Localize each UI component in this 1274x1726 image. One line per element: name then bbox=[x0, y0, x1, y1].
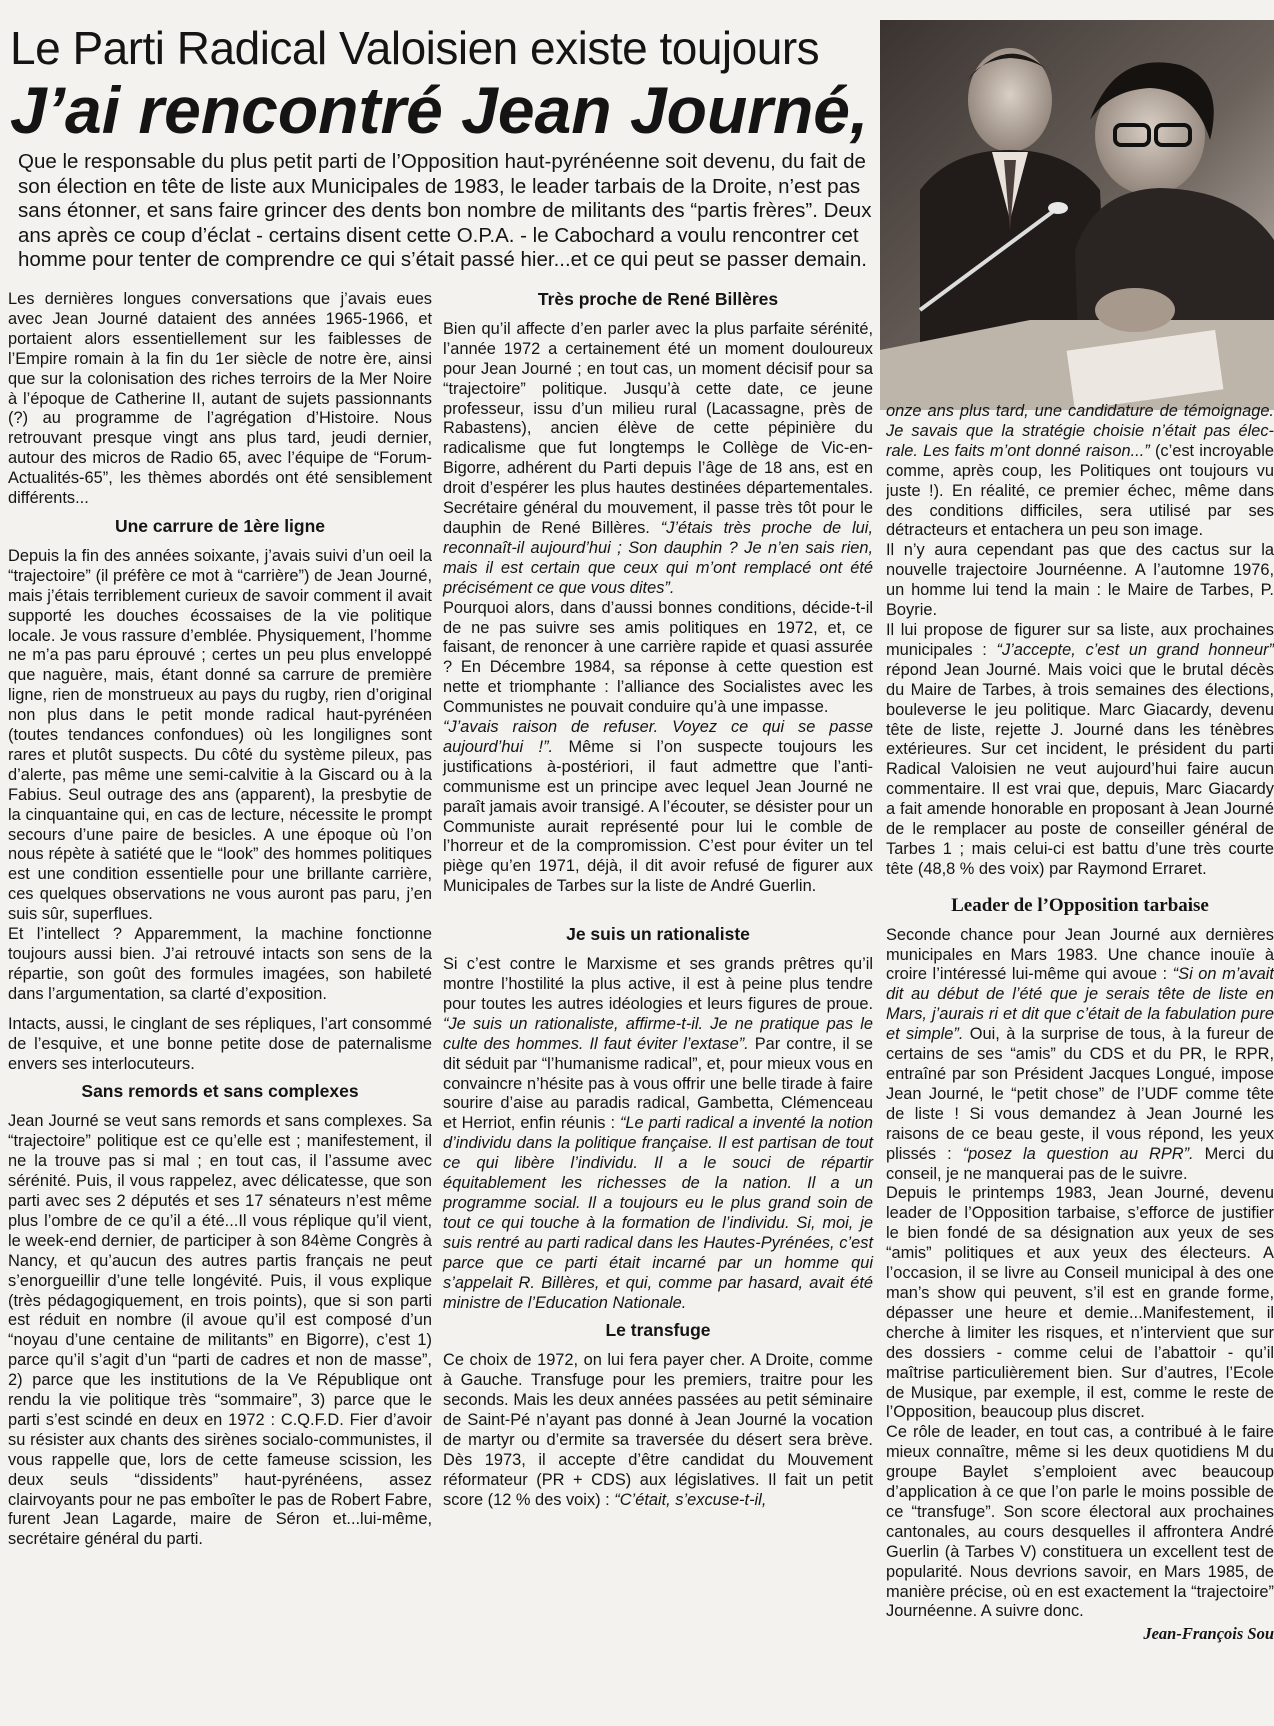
quote: “C’était, s’excuse-t-il, bbox=[614, 1490, 767, 1509]
paragraph: Pourquoi alors, dans d’aussi bonnes conditions, décide-t-il de ne pas suivre ses amis politiques en 1972, et, ce faisant, de renoncer à une carrière rapide et quasi assurée ? En Décembre 1984, sa réponse à cette question est nette et triomphante : l’alliance des Socialistes avec les Communistes ne pouvait conduire qu’à une impasse. bbox=[443, 598, 873, 717]
quote: “Le parti radical a inventé la notion d’individu dans la politique française. Il est partisan de tout ce qui libère l’individu. Il a le souci de répartir équitablement les richesses de la nation. Il a un programme social. Il a toujours eu le plus grand soin de tout ce qui touche à la formation de l’individu. Si, moi, je suis rentré au parti radical dans les Hautes-Pyrénées, c’est parce que ce parti était incarné par un homme qui s’appelait R. Billères, et qui, comme par hasard, avait été ministre de l’Education Nationale. bbox=[443, 1114, 873, 1312]
text-run: onze ans plus tard, une candidature de témoignage. bbox=[886, 402, 1274, 420]
photo-illustration bbox=[880, 20, 1274, 410]
quote: Je savais que la stratégie choisie n’était pas élec-rale. Les faits m’ont donné raison...” bbox=[886, 421, 1274, 460]
section-heading: Sans remords et sans complexes bbox=[81, 1081, 359, 1102]
paragraph bbox=[886, 402, 1274, 541]
paragraph bbox=[886, 621, 1274, 880]
text-run: Bien qu’il affecte d’en parler avec la plus parfaite sérénité, l’année 1972 a certainement été un moment douloureux pour Jean Journé ; en tout cas, un moment décisif pour sa “trajectoire” politique. Jusqu’à cette date, ce jeune professeur, issu d’un milieu rural (Lacassagne, près de Rabastens), ancien élève de cette pépinière du radicalisme que fut longtemps le Collège de Vic-en-Bigorre, adhérent du Parti depuis l’âge de 18 ans, est en droit d’espérer les plus hautes destinées départementales. Secrétaire général du mouvement, il passe très tôt pour le dauphin de René Billères. bbox=[443, 319, 873, 537]
paragraph: Intacts, aussi, le cinglant de ses répliques, l’art consommé de l’esquive, et une bonne petite dose de paternalisme envers ses interlocuteurs. bbox=[8, 1014, 432, 1073]
text-run: Merci du conseil, je ne manquerai pas de le suivre. bbox=[886, 1144, 1274, 1183]
section-heading: Très proche de René Billères bbox=[537, 289, 779, 309]
paragraph: Il n’y aura cependant pas que des cactus sur la nouvelle trajectoire Journéenne. A l’automne 1976, un homme lui tend la main : le Maire de Tarbes, P. Boyrie. bbox=[886, 541, 1274, 620]
text-run: (c’est incroyable comme, après coup, les Politiques ont toujours vu juste !). En réalité, ce premier échec, même dans des conditions difficiles, sera utilisé par ses détracteurs et entachera un peu son image. bbox=[886, 441, 1274, 540]
column-3 bbox=[886, 402, 1274, 1726]
photograph-icon bbox=[880, 20, 1274, 410]
quote: “Je suis un rationaliste, affirme-t-il. Je ne pratique pas le culte des hommes. Il faut éviter l’extase”. bbox=[443, 1014, 873, 1053]
paragraph: Depuis le printemps 1983, Jean Journé, devenu leader de l’Opposition tarbaise, s’efforce de justifier le bien fondé de sa désignation aux yeux de ses “amis” politiques et aux yeux des électeurs. A l’occasion, il se livre au Conseil municipal à des one man’s show qui peuvent, s’il est en grande forme, dépasser une heure et demie...Manifestement, il cherche à limiter les risques, et n’intervient que sur des dossiers - comme celui de l’abattoir - qu’il maîtrise particulièrement bien. Sur d’autres, l’Ecole de Musique, par exemple, il est, comme le reste de l’Opposition, beaucoup plus discret. bbox=[886, 1184, 1274, 1422]
article-lede: Que le responsable du plus petit parti de l’Opposition haut-pyrénéenne soit devenu, du fait de son élection en tête de liste aux Municipales de 1983, le leader tarbais de la Droite, n’est pas sans étonner, et sans faire grincer des dents bon nombre de militants des “partis frères”. Deux ans après ce coup d’éclat - certains disent cette O.P.A. - le Cabochard a voulu rencontrer cet homme pour tenter de comprendre ce qui s’était passé hier...et ce qui peut se passer demain. bbox=[18, 150, 872, 272]
paragraph bbox=[443, 955, 873, 1313]
text-run: Il lui propose de figurer sur sa liste, aux prochaines municipales : bbox=[886, 620, 1274, 659]
text-run: Par contre, il se dit séduit par “l’humanisme radical”, et, pour mieux vous en convaincre n’hésite pas à vous offrir une belle tirade à faire sourire d’aise au paradis radical, Gambetta, Clémenceau et Herriot, enfin réunis : bbox=[443, 1034, 873, 1133]
section-heading: Le transfuge bbox=[605, 1320, 711, 1341]
quote: “J’étais très proche de lui, reconnaît-il aujourd’hui ; Son dauphin ? Je n’en sais rien, mais il est certain que ceux qui m’ont remplacé ont été précisément ce que vous dites”. bbox=[443, 518, 873, 597]
paragraph: Les dernières longues conversations que j’avais eues avec Jean Journé dataient des années 1965-1966, et portaient alors essentiellement sur les faiblesses de l’Empire romain à la fin du 1er siècle de notre ère, ainsi que sur la colonisation des riches terroirs de la Mer Noire à l’époque de Catherine II, autant de sujets passionnants (?) au programme de l’agrégation d’Histoire. Nous retrouvant presque vingt ans plus tard, jeudi dernier, autour des micros de Radio 65, avec l’équipe de “Forum-Actualités-65”, les thèmes abordés ont été sensiblement différents... bbox=[8, 290, 432, 508]
paragraph bbox=[443, 1351, 873, 1510]
quote: “J’avais raison de refuser. Voyez ce qui se passe aujourd’hui !”. bbox=[443, 718, 873, 756]
section-heading: Leader de l’Opposition tarbaise bbox=[951, 894, 1209, 916]
column-2 bbox=[443, 290, 873, 1511]
column-1 bbox=[8, 290, 432, 1550]
text-run: Même si l’on suspecte toujours les justifications à-postériori, il faut admettre que l’anti-communisme est un principe avec lequel Jean Journé ne paraît jamais avoir transigé. A l’écouter, se désister pour un Communiste aurait représenté pour lui le comble de l’horreur et de la compromission. C’est pour éviter un tel piège qu’en 1971, déjà, il dit avoir refusé de figurer aux Municipales de Tarbes sur la liste de André Guerlin. bbox=[443, 737, 874, 896]
paragraph: Et l’intellect ? Apparemment, la machine fonctionne toujours aussi bien. J’ai retrouvé intacts son sens de la répartie, son goût des formules imagées, son habileté dans l’argumentation, sa clarté d’exposition. bbox=[8, 925, 432, 1003]
paragraph bbox=[443, 718, 873, 897]
quote: “Si on m’avait dit au début de l’été que je serais tête de liste en Mars, j’aurais ri et dit que c’était de la fabulation pure et simple”. bbox=[886, 965, 1274, 1044]
paragraph bbox=[443, 320, 873, 599]
section-heading: Je suis un rationaliste bbox=[566, 924, 750, 945]
paragraph bbox=[886, 926, 1274, 1185]
text-run: Si c’est contre le Marxisme et ses grands prêtres qu’il montre l’hostilité la plus active, il est à peine plus tendre pour toutes les autres idéologies et leurs figures de proue. bbox=[443, 955, 873, 1013]
text-run: Oui, à la surprise de tous, à la fureur de certains de ses “amis” du CDS et du PR, le RPR, entraîné par son Président Jacques Longué, impose Jean Journé, le “petit chose” de l’UDF comme tête de liste ! Si vous demandez à Jean Journé les raisons de ce beau geste, il vous répond, les yeux plissés : bbox=[886, 1025, 1274, 1163]
paragraph: Jean Journé se veut sans remords et sans complexes. Sa “trajectoire” politique est ce qu’elle est ; manifestement, il ne la trouve pas si mal ; en tout cas, il l’assume avec sérénité. Puis, il vous rappelez, avec délicatesse, que son parti avec ses 2 députés et ses 17 sénateurs n’est même plus l’ombre de ce qu’il a été...Il vous réplique qu’il vient, le week-end dernier, de participer à son 84ème Congrès à Nancy, et qu’aucun des autres partis français ne peut s’enorgueillir d’une telle longévité. Puis, il vous explique (très pédagogiquement, en trois points), que si son parti est réduit en nombre (il avoue qu’il est composé d’un “noyau d’une centaine de militants” en Bigorre), c’est 1) parce qu’il s’agit d’un “parti de cadres et non de masse”, 2) parce que les institutions de la Ve République ont rendu la vie politique très “sommaire”, 3) parce que le parti s’est scindé en deux en 1972 : C.Q.F.D. Fier d’avoir su résister aux chants des sirènes socialo-communistes, il vous rappelle que, lors de cette fameuse scission, les deux seuls “dissidents” haut-pyrénéens, assez clairvoyants pour ne pas emboîter le pas de Robert Fabre, furent Jean Lagarde, maire de Séron et...lui-même, secrétaire général du parti. bbox=[8, 1112, 432, 1549]
author-signature: Jean-François Sou bbox=[1143, 1624, 1274, 1644]
article-kicker: Le Parti Radical Valoisien existe toujours bbox=[10, 22, 820, 74]
quote: “J’accepte, c’est un grand honneur” bbox=[996, 640, 1274, 659]
text-run: répond Jean Journé. Mais voici que le brutal décès du Maire de Tarbes, à trois semaines des élections, bouleverse le jeu politique. Marc Giacardy, devenu tête de liste, rejette J. Journé dans les ténèbres extérieures. Sur cet incident, le président du parti Radical Valoisien ne veut aujourd’hui faire aucun commentaire. Il est vrai que, depuis, Marc Giacardy a fait amende honorable en proposant à Jean Journé de le remplacer au poste de conseiller général de Tarbes 1 ; mais celui-ci est battu d’une très courte tête (48,8 % des voix) par Raymond Erraret. bbox=[886, 660, 1274, 878]
section-heading: Une carrure de 1ère ligne bbox=[114, 515, 326, 536]
paragraph: Ce rôle de leader, en tout cas, a contribué à le faire mieux connaître, même si les deux quotidiens M du groupe Baylet s’emploient avec beaucoup d’application à ce que l’on parle le moins possible de ce “transfuge”. Son score électoral aux prochaines cantonales, au cours desquelles il affrontera André Guerlin (à Tarbes V) constituera un excellent test de popularité. Nous devrions savoir, en Mars 1985, de manière précise, où en est exactement la “trajectoire” Journéenne. A suivre donc. bbox=[886, 1423, 1274, 1621]
text-run: Ce choix de 1972, on lui fera payer cher. A Droite, comme à Gauche. Transfuge pour les premiers, traitre pour les seconds. Mais les deux années passées au petit séminaire de Saint-Pé n’ayant pas donné à Jean Journé la vocation de martyr ou d’ermite sa traversée du désert sera brève. Dès 1973, il accepte d’être candidat du Mouvement réformateur (PR + CDS) aux législatives. Il fait un petit score (12 % des voix) : bbox=[443, 1351, 873, 1509]
article-headline: J’ai rencontré Jean Journé, bbox=[10, 73, 869, 147]
paragraph: Depuis la fin des années soixante, j’avais suivi d’un oeil la “trajectoire” (il préfère ce mot à “carrière”) de Jean Journé, mais j’étais terriblement curieux de savoir comment il avait supporté les douches écossaises de la vie politique locale. Je vous rassure d’emblée. Physiquement, l’homme ne m’a pas paru éprouvé ; certes un peu plus enveloppé que naguère, mais, étant donné sa carrure de première ligne, rien de monstrueux au pays du rugby, rien d’original non plus dans le petit monde radical haut-pyrénéen (toutes tendances confondues) où les longilignes sont rares et plutôt suspects. Du côté du système pileux, pas d’alerte, pas même une semi-calvitie à la Giscard ou à la Fabius. Seul outrage des ans (apparent), la presbytie de la cinquantaine qui, en cas de lecture, nécessite le prompt secours d’une paire de besicles. A une époque où l’on nous répète à satiété que le “look” des hommes politiques est une condition essentielle pour une brillante carrière, ces quelques observations ne vous auront pas paru, j’en suis sûr, superflues. bbox=[8, 546, 432, 924]
text-run: Seconde chance pour Jean Journé aux dernières municipales en Mars 1983. Une chance inouïe à croire l’intéressé lui-même qui avoue : bbox=[886, 925, 1274, 984]
quote: “posez la question au RPR”. bbox=[962, 1144, 1194, 1163]
